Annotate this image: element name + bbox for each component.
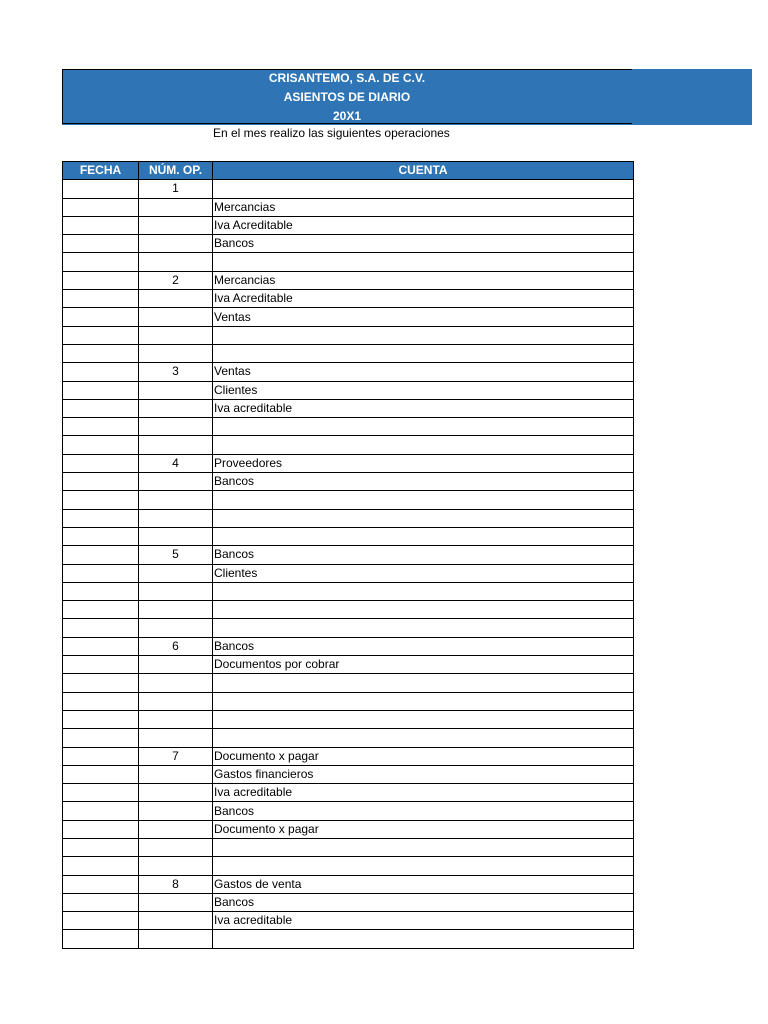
cell-num-op	[139, 582, 213, 600]
header-banner	[62, 69, 752, 125]
cell-fecha	[63, 180, 139, 198]
cell-cuenta	[213, 601, 634, 619]
cell-num-op: 6	[139, 637, 213, 655]
journal-table	[62, 161, 634, 949]
cell-num-op	[139, 857, 213, 875]
cell-fecha	[63, 765, 139, 783]
cell-num-op	[139, 344, 213, 362]
table-row	[63, 930, 634, 948]
cell-num-op: 5	[139, 546, 213, 564]
table-row	[63, 674, 634, 692]
table-row	[63, 436, 634, 454]
cell-num-op	[139, 381, 213, 399]
cell-cuenta: Bancos	[213, 235, 634, 253]
table-row	[63, 290, 634, 308]
cell-cuenta: Gastos de venta	[213, 875, 634, 893]
cell-fecha	[63, 253, 139, 271]
table-row	[63, 637, 634, 655]
table-row	[63, 656, 634, 674]
cell-num-op	[139, 198, 213, 216]
cell-cuenta: Bancos	[213, 546, 634, 564]
cell-cuenta: Mercancias	[213, 271, 634, 289]
cell-cuenta	[213, 692, 634, 710]
cell-fecha	[63, 912, 139, 930]
cell-cuenta	[213, 418, 634, 436]
cell-fecha	[63, 637, 139, 655]
column-header-num-op: NÚM. OP.	[139, 162, 213, 180]
cell-fecha	[63, 436, 139, 454]
cell-fecha	[63, 875, 139, 893]
table-row	[63, 235, 634, 253]
cell-num-op	[139, 308, 213, 326]
cell-fecha	[63, 454, 139, 472]
cell-cuenta	[213, 930, 634, 948]
table-row	[63, 253, 634, 271]
table-row	[63, 893, 634, 911]
cell-fecha	[63, 326, 139, 344]
table-row	[63, 509, 634, 527]
cell-num-op: 1	[139, 180, 213, 198]
cell-fecha	[63, 601, 139, 619]
cell-num-op	[139, 656, 213, 674]
cell-fecha	[63, 564, 139, 582]
cell-num-op	[139, 326, 213, 344]
cell-cuenta: Bancos	[213, 893, 634, 911]
cell-cuenta: Iva acreditable	[213, 912, 634, 930]
cell-fecha	[63, 527, 139, 545]
cell-cuenta	[213, 857, 634, 875]
cell-num-op	[139, 399, 213, 417]
column-header-fecha: FECHA	[63, 162, 139, 180]
cell-fecha	[63, 546, 139, 564]
cell-cuenta: Mercancias	[213, 198, 634, 216]
cell-num-op	[139, 509, 213, 527]
cell-num-op	[139, 838, 213, 856]
table-row	[63, 564, 634, 582]
cell-cuenta: Documento x pagar	[213, 820, 634, 838]
cell-num-op	[139, 619, 213, 637]
column-header-cuenta: CUENTA	[213, 162, 634, 180]
cell-num-op	[139, 729, 213, 747]
cell-fecha	[63, 344, 139, 362]
cell-cuenta: Proveedores	[213, 454, 634, 472]
cell-num-op: 4	[139, 454, 213, 472]
cell-num-op	[139, 527, 213, 545]
company-name: CRISANTEMO, S.A. DE C.V.	[268, 71, 426, 85]
cell-cuenta: Ventas	[213, 363, 634, 381]
table-row	[63, 838, 634, 856]
cell-cuenta	[213, 838, 634, 856]
cell-cuenta	[213, 710, 634, 728]
cell-num-op	[139, 290, 213, 308]
cell-fecha	[63, 893, 139, 911]
table-row	[63, 692, 634, 710]
table-row	[63, 619, 634, 637]
period-label: 20X1	[332, 109, 362, 123]
cell-cuenta	[213, 253, 634, 271]
cell-cuenta: Bancos	[213, 473, 634, 491]
table-row	[63, 198, 634, 216]
table-row	[63, 216, 634, 234]
cell-fecha	[63, 692, 139, 710]
table-row	[63, 729, 634, 747]
cell-fecha	[63, 418, 139, 436]
table-row	[63, 582, 634, 600]
cell-num-op	[139, 784, 213, 802]
cell-fecha	[63, 857, 139, 875]
table-row	[63, 491, 634, 509]
table-row	[63, 601, 634, 619]
table-row	[63, 344, 634, 362]
cell-num-op: 2	[139, 271, 213, 289]
cell-cuenta	[213, 344, 634, 362]
table-row	[63, 857, 634, 875]
cell-num-op	[139, 601, 213, 619]
table-row	[63, 454, 634, 472]
cell-num-op	[139, 820, 213, 838]
cell-cuenta	[213, 619, 634, 637]
table-row	[63, 546, 634, 564]
cell-fecha	[63, 271, 139, 289]
cell-cuenta	[213, 326, 634, 344]
cell-cuenta	[213, 491, 634, 509]
cell-fecha	[63, 710, 139, 728]
cell-fecha	[63, 930, 139, 948]
cell-fecha	[63, 619, 139, 637]
table-row	[63, 308, 634, 326]
cell-fecha	[63, 381, 139, 399]
cell-fecha	[63, 838, 139, 856]
cell-num-op	[139, 564, 213, 582]
intro-text: En el mes realizo las siguientes operaciones	[213, 126, 450, 140]
table-row	[63, 363, 634, 381]
table-row	[63, 912, 634, 930]
table-row	[63, 747, 634, 765]
cell-num-op	[139, 893, 213, 911]
cell-fecha	[63, 747, 139, 765]
cell-num-op	[139, 692, 213, 710]
cell-fecha	[63, 235, 139, 253]
cell-fecha	[63, 582, 139, 600]
cell-fecha	[63, 198, 139, 216]
cell-fecha	[63, 729, 139, 747]
cell-num-op	[139, 765, 213, 783]
cell-cuenta: Documento x pagar	[213, 747, 634, 765]
cell-cuenta	[213, 436, 634, 454]
cell-fecha	[63, 473, 139, 491]
cell-cuenta	[213, 180, 634, 198]
cell-num-op: 7	[139, 747, 213, 765]
table-row	[63, 418, 634, 436]
cell-fecha	[63, 784, 139, 802]
cell-cuenta: Iva Acreditable	[213, 290, 634, 308]
cell-fecha	[63, 820, 139, 838]
cell-fecha	[63, 802, 139, 820]
cell-fecha	[63, 216, 139, 234]
cell-num-op	[139, 216, 213, 234]
cell-fecha	[63, 399, 139, 417]
table-row	[63, 180, 634, 198]
cell-fecha	[63, 656, 139, 674]
table-row	[63, 326, 634, 344]
table-row	[63, 784, 634, 802]
cell-cuenta: Clientes	[213, 564, 634, 582]
cell-num-op	[139, 930, 213, 948]
table-row	[63, 527, 634, 545]
cell-fecha	[63, 674, 139, 692]
cell-fecha	[63, 491, 139, 509]
cell-fecha	[63, 308, 139, 326]
cell-cuenta: Clientes	[213, 381, 634, 399]
cell-cuenta	[213, 582, 634, 600]
table-row	[63, 820, 634, 838]
table-row	[63, 381, 634, 399]
table-row	[63, 875, 634, 893]
table-header-row	[63, 162, 634, 180]
cell-cuenta: Bancos	[213, 802, 634, 820]
cell-num-op	[139, 473, 213, 491]
table-row	[63, 802, 634, 820]
cell-num-op	[139, 912, 213, 930]
cell-num-op: 8	[139, 875, 213, 893]
cell-cuenta: Iva acreditable	[213, 784, 634, 802]
cell-num-op	[139, 710, 213, 728]
cell-cuenta: Iva Acreditable	[213, 216, 634, 234]
document-title: ASIENTOS DE DIARIO	[283, 90, 411, 104]
cell-fecha	[63, 363, 139, 381]
cell-num-op: 3	[139, 363, 213, 381]
cell-num-op	[139, 436, 213, 454]
cell-cuenta: Iva acreditable	[213, 399, 634, 417]
table-row	[63, 271, 634, 289]
cell-cuenta: Gastos financieros	[213, 765, 634, 783]
cell-fecha	[63, 290, 139, 308]
cell-cuenta: Ventas	[213, 308, 634, 326]
cell-num-op	[139, 235, 213, 253]
table-row	[63, 399, 634, 417]
cell-cuenta	[213, 729, 634, 747]
cell-cuenta	[213, 674, 634, 692]
cell-num-op	[139, 418, 213, 436]
cell-num-op	[139, 802, 213, 820]
table-row	[63, 473, 634, 491]
cell-cuenta	[213, 509, 634, 527]
table-row	[63, 765, 634, 783]
cell-num-op	[139, 491, 213, 509]
cell-num-op	[139, 674, 213, 692]
cell-cuenta: Documentos por cobrar	[213, 656, 634, 674]
cell-fecha	[63, 509, 139, 527]
cell-cuenta: Bancos	[213, 637, 634, 655]
cell-cuenta	[213, 527, 634, 545]
cell-num-op	[139, 253, 213, 271]
table-row	[63, 710, 634, 728]
